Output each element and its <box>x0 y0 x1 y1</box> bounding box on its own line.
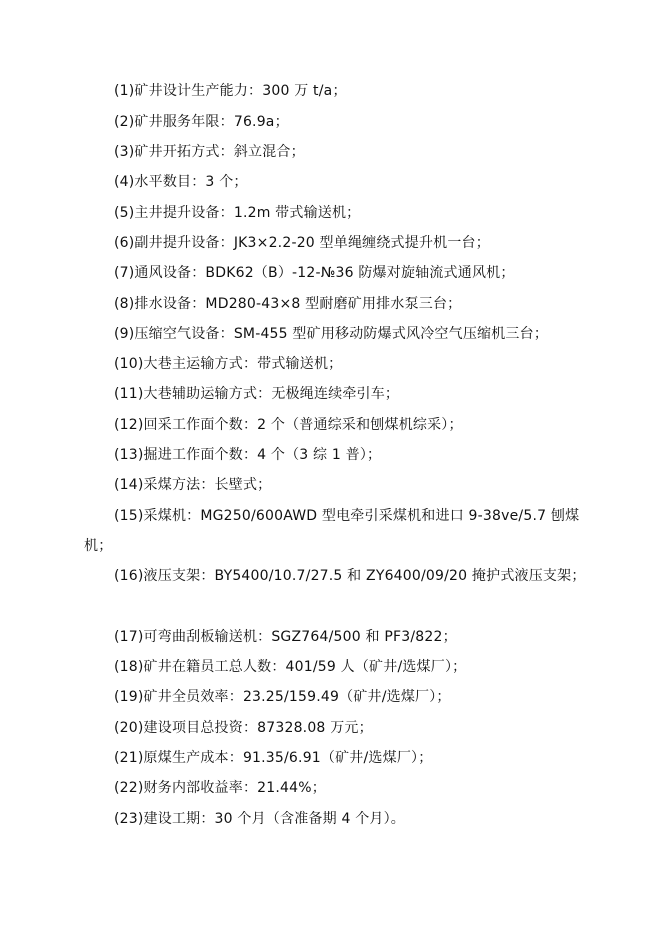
list-item: (22)财务内部收益率：21.44%； <box>114 780 326 796</box>
list-item: (17)可弯曲刮板输送机：SGZ764/500 和 PF3/822； <box>114 629 457 645</box>
list-item: (5)主井提升设备：1.2m 带式输送机； <box>114 205 361 221</box>
list-item: (16)液压支架：BY5400/10.7/27.5 和 ZY6400/09/20 掩护式液压支架； <box>114 568 586 584</box>
list-item: (21)原煤生产成本：91.35/6.91（矿井/选煤厂）； <box>114 750 433 766</box>
list-item: (13)掘进工作面个数：4 个（3 综 1 普）； <box>114 447 382 463</box>
list-item: (1)矿井设计生产能力：300 万 t/a； <box>114 83 347 99</box>
list-item: (6)副井提升设备：JK3×2.2-20 型单绳缠绕式提升机一台； <box>114 235 490 251</box>
list-item: (23)建设工期：30 个月（含准备期 4 个月）。 <box>114 811 406 827</box>
list-item: (7)通风设备：BDK62（B）-12-№36 防爆对旋轴流式通风机； <box>114 265 515 281</box>
list-item-continuation: 机； <box>84 538 113 554</box>
list-item: (8)排水设备：MD280-43×8 型耐磨矿用排水泵三台； <box>114 296 462 312</box>
list-item: (2)矿井服务年限：76.9a； <box>114 114 289 130</box>
list-item: (3)矿井开拓方式：斜立混合； <box>114 144 305 160</box>
list-item: (4)水平数目：3 个； <box>114 174 248 190</box>
list-item: (15)采煤机：MG250/600AWD 型电牵引采煤机和进口 9-38ve/5.7 刨煤 <box>114 508 580 524</box>
list-item: (18)矿井在籍员工总人数：401/59 人（矿井/选煤厂）； <box>114 659 467 675</box>
list-item: (10)大巷主运输方式：带式输送机； <box>114 356 343 372</box>
list-item: (14)采煤方法：长壁式； <box>114 477 272 493</box>
list-item: (11)大巷辅助运输方式：无极绳连续牵引车； <box>114 386 400 402</box>
list-item: (9)压缩空气设备：SM-455 型矿用移动防爆式风冷空气压缩机三台； <box>114 326 549 342</box>
list-item: (20)建设项目总投资：87328.08 万元； <box>114 720 373 736</box>
list-item: (19)矿井全员效率：23.25/159.49（矿井/选煤厂）； <box>114 689 451 705</box>
list-item: (12)回采工作面个数：2 个（普通综采和刨煤机综采）； <box>114 417 463 433</box>
